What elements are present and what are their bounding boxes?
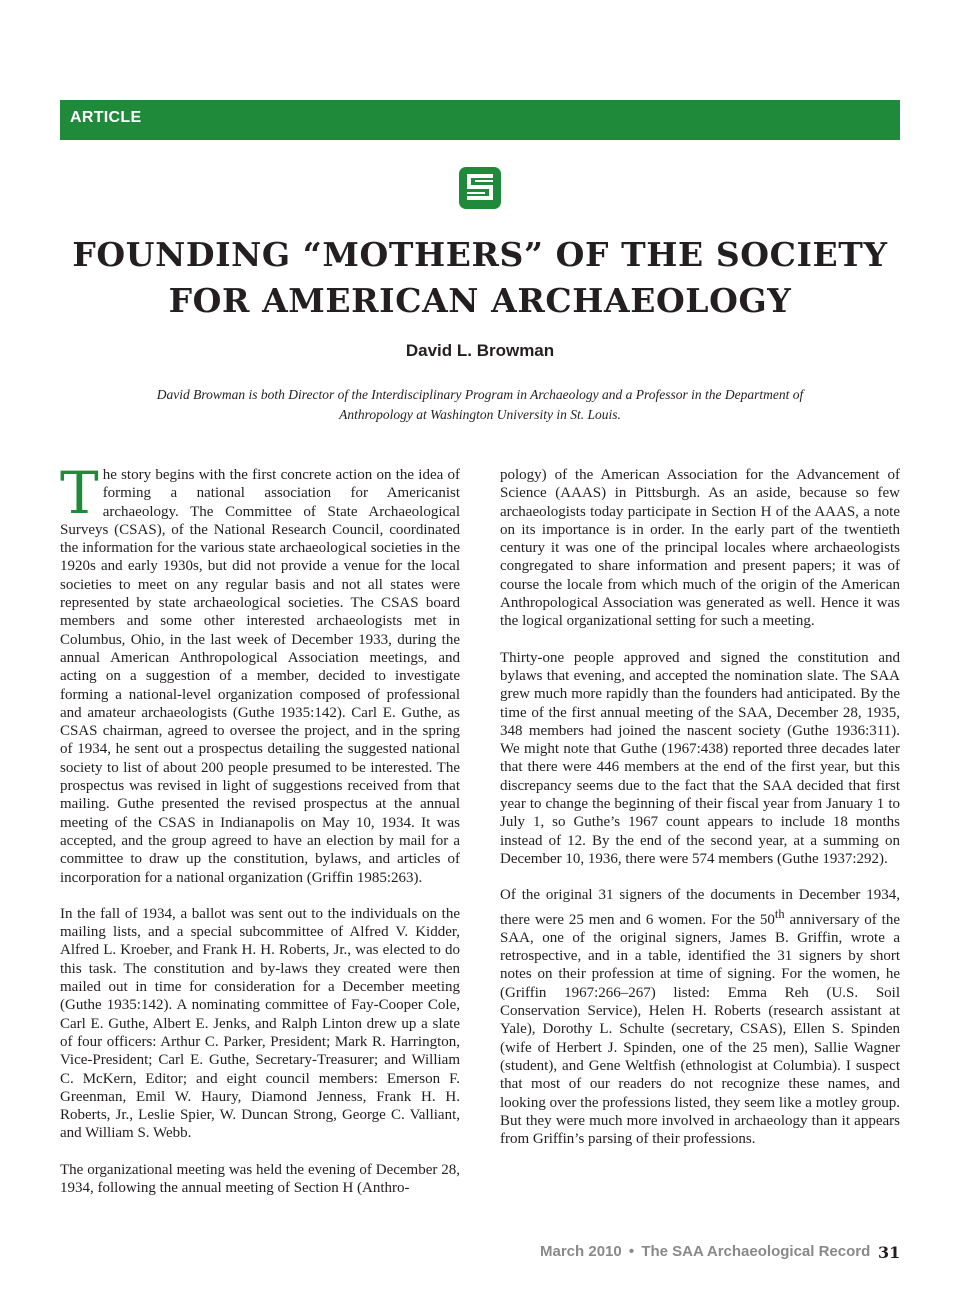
article-title: FOUNDING “MOTHERS” OF THE SOCIETY FOR AMERICAN ARCHAEOLOGY	[72, 235, 888, 320]
paragraph	[60, 459, 460, 887]
footer-publication	[540, 1243, 870, 1260]
paragraph: pology) of the American Association for the Advancement of Science (AAAS) in Pittsburgh. As an aside, because so few archaeologists today participate in Section H of the AAAS, a note on its importance is in order. In the early part of the twentieth century it was one of the principal locales where archaeologists congregated to share information and present papers; it was of course the locale from which much of the origin of the American Anthropological Association was generated as well. Hence it was the logical organizational setting for such a meeting.	[500, 467, 900, 630]
footer-issue: March 2010	[540, 1243, 622, 1260]
author-bio: David Browman is both Director of the Interdisciplinary Program in Archaeology and a Professor in the Department of Anthropology at Washington University in St. Louis.	[156, 387, 804, 422]
right-column	[500, 466, 900, 1166]
paragraph: Thirty-one people approved and signed the constitution and bylaws that evening, and accepted the nomination slate. The SAA grew much more rapidly than the founders had anticipated. By the time of the first annual meeting of the SAA, December 28, 1935, 348 members had joined the nascent society (Guthe 1936:311). We might note that Guthe (1967:438) reported three decades later that there were 446 members at the end of the first year, but this discrepancy seems due to the fact that the SAA decided that first year to change the beginning of their fiscal year from January 1 to July 1, so Guthe’s 1967 count appears to include 18 months instead of 12. By the end of the second year, at a summing on December 10, 1936, there were 574 members (Guthe 1937:292).	[500, 649, 900, 867]
superscript: th	[774, 906, 785, 921]
paragraph-text: he story begins with the first concrete action on the idea of forming a national association for Americanist archaeology. The Committee of State Archaeological Surveys (CSAS), of the National Research Council, coordinated the information for the various state archaeological societies in the 1920s and early 1930s, but did not provide a venue for the local societies to meet on any regular basis and not all states were represented by state archaeological societies. The CSAS board members and some other interested archaeologists met in Columbus, Ohio, in the last week of December 1933, during the annual American Anthropological Association meetings, and acting on a suggestion of a member, decided to investigate forming a national-level organization composed of professional and amateur archaeologists (Guthe 1935:142). Carl E. Guthe, as CSAS chairman, agreed to oversee the project, and in the spring of 1934, he sent out a prospectus detailing the suggested national society to list of about 200 people presumed to be interested. The prospectus was revised in light of suggestions received from that mailing. Guthe presented the revised prospectus at the annual meeting of the CSAS in Indianapolis on May 10, 1934. It was accepted, and the group agreed to have an election by mail for a committee to draw up the constitution, bylaws, and articles of incorporation for a national organization (Griffin 1985:263).	[60, 467, 460, 886]
section-label: ARTICLE	[70, 109, 142, 126]
saa-logo-icon	[458, 166, 502, 210]
drop-cap: T	[60, 459, 99, 527]
page-number: 31	[878, 1243, 901, 1262]
paragraph: In the fall of 1934, a ballot was sent out to the individuals on the mailing lists, and a special subcommittee of Alfred V. Kidder, Alfred L. Kroeber, and Frank H. H. Roberts, Jr., was elected to do this task. The constitution and by-laws they created were then mailed out in time for consideration for a December meeting (Guthe 1935:142). A nominating committee of Fay-Cooper Cole, Carl E. Guthe, Albert E. Jenks, and Ralph Linton drew up a slate of four officers: Arthur C. Parker, President; Mark R. Harrington, Vice-President; Carl E. Guthe, Secretary-Treasurer; and William C. McKern, Editor; and eight council members: Emerson F. Greenman, Emil W. Haury, Diamond Jenness, Frank H. H. Roberts, Jr., Leslie Spier, W. Duncan Strong, George C. Valliant, and William S. Webb.	[60, 905, 460, 1142]
left-column	[60, 459, 460, 1215]
paragraph-text: anniversary of the SAA, one of the original signers, James B. Griffin, wrote a retrospective, and in a table, identified the 31 signers by short notes on their profession at time of signing. For the women, he (Griffin 1967:266–267) listed: Emma Reh (U.S. Soil Conservation Service), Helen H. Roberts (research assistant at Yale), Dorothy L. Schulte (secretary, CSAS), Ellen S. Spinden (wife of Herbert J. Spinden, one of the 25 men), Sallie Wagner (student), and Gene Weltfish (ethnologist at Columbia). I suspect that most of our readers do not recognize these names, and looking over the professions listed, they seem like a motley group. But they were much more involved in archaeology than it appears from Griffin’s parsing of their professions.	[500, 911, 900, 1148]
author-name: David L. Browman	[405, 341, 555, 360]
footer-bullet: •	[628, 1243, 635, 1260]
paragraph: The organizational meeting was held the evening of December 28, 1934, following the annual meeting of Section H (Anthro-	[60, 1161, 460, 1196]
footer-journal: The SAA Archaeological Record	[641, 1243, 871, 1260]
paragraph	[500, 886, 900, 1148]
section-banner	[60, 100, 900, 140]
paragraph-text: Of the original 31 signers of the documents in December 1934, there were 25 men and 6 women. For the 50	[500, 887, 900, 928]
